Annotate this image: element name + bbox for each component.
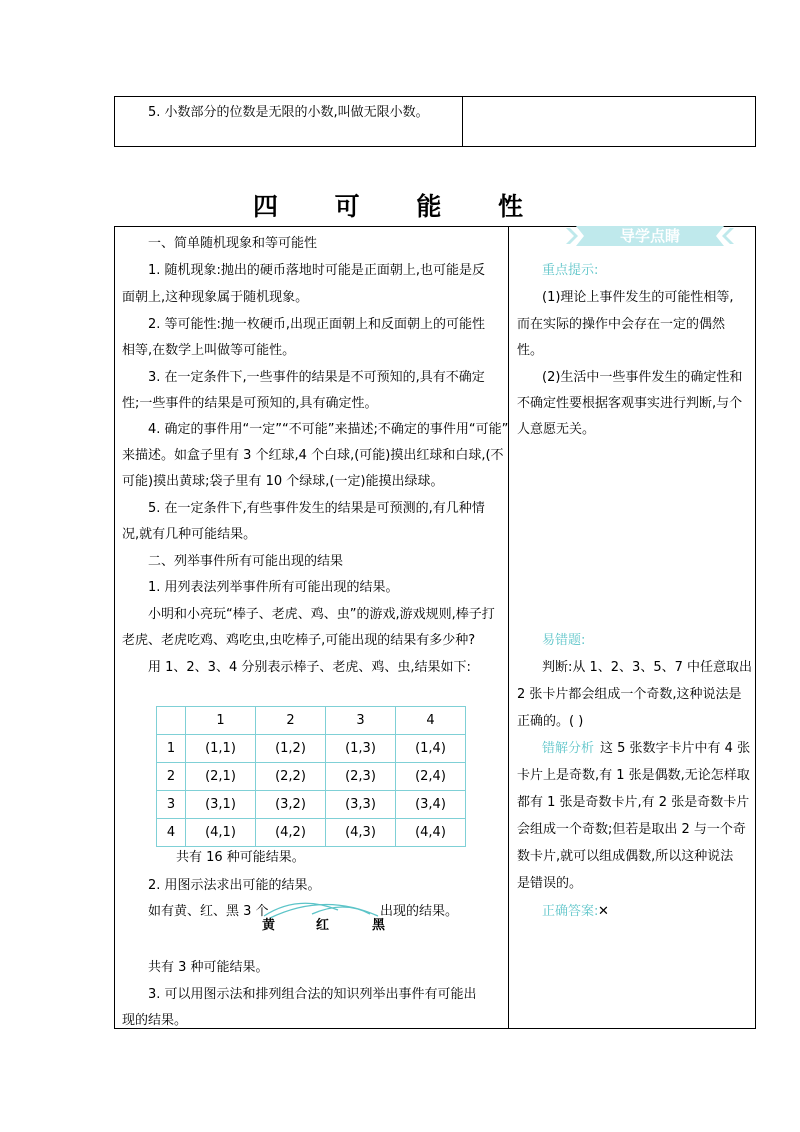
table-cell: (1,4) (396, 735, 466, 763)
table-row (157, 735, 466, 763)
question-line1: 判断:从 1、2、3、5、7 中任意取出 (542, 660, 752, 675)
analysis-line3: 都有 1 张是奇数卡片,有 2 张是奇数卡片 (517, 795, 750, 810)
p2-line1: 2. 等可能性:抛一枚硬币,出现正面朝上和反面朝上的可能性 (148, 317, 486, 332)
table-cell: (1,3) (326, 735, 396, 763)
cross-icon: ✕ (598, 904, 609, 919)
table-cell: (3,1) (186, 791, 256, 819)
table-cell: 1 (157, 735, 186, 763)
analysis-line5: 数卡片,就可以组成偶数,所以这种说法 (517, 849, 734, 864)
analysis-label: 错解分析 (542, 741, 595, 756)
arc-diagram (258, 898, 384, 920)
table-cell: (4,1) (186, 819, 256, 847)
example-line1: 小明和小亮玩“棒子、老虎、鸡、虫”的游戏,游戏规则,棒子打 (148, 607, 495, 622)
table-cell: (2,2) (256, 763, 326, 791)
example2-part-b: 出现的结果。 (380, 904, 459, 919)
table-row (157, 791, 466, 819)
correct-answer-label: 正确答案: (542, 904, 599, 919)
p3-line1: 3. 在一定条件下,一些事件的结果是不可预知的,具有不确定 (148, 370, 485, 385)
section-2-heading: 二、列举事件所有可能出现的结果 (148, 554, 344, 569)
method-3-line2: 现的结果。 (122, 1013, 188, 1028)
analysis-line2: 卡片上是奇数,有 1 张是偶数,无论怎样取 (517, 768, 750, 783)
diagram-label: 黄 (262, 918, 276, 933)
key-2-line2: 不确定性要根据客观事实进行判断,与个 (517, 396, 743, 411)
example-line2: 老虎、老虎吃鸡、鸡吃虫,虫吃棒子,可能出现的结果有多少种? (122, 633, 476, 648)
p3-line2: 性;一些事件的结果是可预知的,具有确定性。 (122, 396, 378, 411)
question-line2: 2 张卡片都会组成一个奇数,这种说法是 (517, 687, 742, 702)
table-cell: (3,2) (256, 791, 326, 819)
page-title: 四 可 能 性 (252, 192, 548, 221)
p2-line2: 相等,在数学上叫做等可能性。 (122, 343, 296, 358)
table-row (157, 819, 466, 847)
error-prone-label: 易错题: (542, 633, 586, 648)
guide-banner-text: 导学点睛 (619, 227, 680, 245)
p1-line2: 面朝上,这种现象属于随机现象。 (122, 290, 309, 305)
table-cell: 3 (157, 791, 186, 819)
method-3-line1: 3. 可以用图示法和排列组合法的知识列举出事件有可能出 (148, 987, 477, 1002)
diagram-label: 红 (316, 918, 330, 933)
example2-part-a: 如有黄、红、黑 3 个 (148, 904, 269, 919)
table-cell: (1,2) (256, 735, 326, 763)
analysis-line4: 会组成一个奇数;但若是取出 2 与一个奇 (517, 822, 746, 837)
diagram-label: 黑 (372, 918, 386, 933)
table-row (157, 763, 466, 791)
table-cell: 3 (326, 707, 396, 735)
table-cell: 1 (186, 707, 256, 735)
table-cell: (4,2) (256, 819, 326, 847)
analysis-line6: 是错误的。 (517, 876, 583, 891)
p4-line2: 来描述。如盒子里有 3 个红球,4 个白球,(可能)摸出红球和白球,(不 (122, 448, 504, 463)
key-1-line3: 性。 (517, 343, 544, 358)
key-1-line1: (1)理论上事件发生的可能性相等, (542, 290, 734, 305)
key-2-line1: (2)生活中一些事件发生的确定性和 (542, 370, 743, 385)
guide-banner (566, 226, 734, 246)
table-row (157, 707, 466, 735)
key-1-line2: 而在实际的操作中会存在一定的偶然 (517, 317, 726, 332)
table-cell: 2 (256, 707, 326, 735)
table-cell: 4 (157, 819, 186, 847)
table-cell: (3,4) (396, 791, 466, 819)
method-2: 2. 用图示法求出可能的结果。 (148, 878, 321, 893)
table-cell: (2,1) (186, 763, 256, 791)
example-line3: 用 1、2、3、4 分别表示棒子、老虎、鸡、虫,结果如下: (148, 660, 471, 675)
p5-line2: 况,就有几种可能结果。 (122, 527, 257, 542)
table-cell: (1,1) (186, 735, 256, 763)
p4-line1: 4. 确定的事件用“一定”“不可能”来描述;不确定的事件用“可能” (148, 422, 509, 437)
method-1: 1. 用列表法列举事件所有可能出现的结果。 (148, 580, 399, 595)
total-2: 共有 3 种可能结果。 (148, 960, 269, 975)
table-cell: 4 (396, 707, 466, 735)
p5-line1: 5. 在一定条件下,有些事件发生的结果是可预测的,有几种情 (148, 501, 485, 516)
table-cell: 2 (157, 763, 186, 791)
table-cell: (2,4) (396, 763, 466, 791)
key-2-line3: 人意愿无关。 (517, 422, 596, 437)
table-cell: (3,3) (326, 791, 396, 819)
question-line3: 正确的。( ) (517, 714, 584, 729)
table-cell: (2,3) (326, 763, 396, 791)
table-cell: (4,3) (326, 819, 396, 847)
top-item-5: 5. 小数部分的位数是无限的小数,叫做无限小数。 (148, 105, 429, 120)
p1-line1: 1. 随机现象:抛出的硬币落地时可能是正面朝上,也可能是反 (148, 263, 486, 278)
p4-line3: 可能)摸出黄球;袋子里有 10 个绿球,(一定)能摸出绿球。 (122, 474, 444, 489)
section-1-heading: 一、简单随机现象和等可能性 (148, 236, 318, 251)
analysis-line1: 这 5 张数字卡片中有 4 张 (600, 741, 751, 756)
table-cell (157, 707, 186, 735)
total-1: 共有 16 种可能结果。 (176, 850, 305, 865)
results-table (156, 706, 466, 847)
table-cell: (4,4) (396, 819, 466, 847)
key-points-label: 重点提示: (542, 263, 599, 278)
